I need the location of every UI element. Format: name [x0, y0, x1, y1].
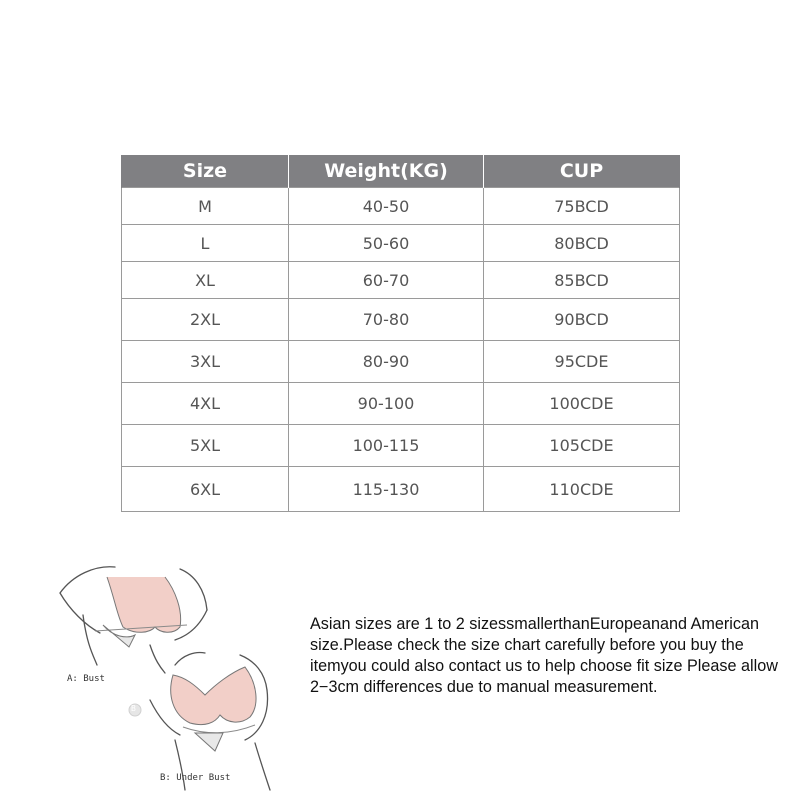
cell-cup: 90BCD	[484, 299, 680, 341]
table-row	[122, 425, 680, 467]
table-row	[122, 299, 680, 341]
table-row	[122, 383, 680, 425]
size-note-text: Asian sizes are 1 to 2 sizessmallerthanEuropeanand American size.Please check the size chart carefully before you buy the itemyou could also contact us to help choose fit size Please allow 2−3cm differences due to manual measurement.	[310, 615, 778, 696]
cell-weight: 70-80	[289, 299, 484, 341]
cell-size: 3XL	[122, 341, 289, 383]
cell-cup: 95CDE	[484, 341, 680, 383]
cell-size: L	[122, 225, 289, 262]
cell-weight: 40-50	[289, 188, 484, 225]
table-row	[122, 341, 680, 383]
label-bust: A: Bust	[67, 674, 105, 684]
cell-weight: 100-115	[289, 425, 484, 467]
cell-size: 6XL	[122, 467, 289, 512]
table-header-row	[122, 155, 680, 188]
cell-weight: 90-100	[289, 383, 484, 425]
cell-weight: 60-70	[289, 262, 484, 299]
cell-cup: 105CDE	[484, 425, 680, 467]
header-cup: CUP	[484, 155, 680, 188]
cell-cup: 85BCD	[484, 262, 680, 299]
cell-size: 2XL	[122, 299, 289, 341]
cell-weight: 115-130	[289, 467, 484, 512]
cell-cup: 75BCD	[484, 188, 680, 225]
marker-b: B	[131, 704, 136, 713]
table-row	[122, 262, 680, 299]
cell-cup: 100CDE	[484, 383, 680, 425]
cell-size: XL	[122, 262, 289, 299]
cell-size: 4XL	[122, 383, 289, 425]
cell-cup: 80BCD	[484, 225, 680, 262]
measurement-illustration	[55, 555, 295, 795]
cell-size: 5XL	[122, 425, 289, 467]
cell-size: M	[122, 188, 289, 225]
size-chart-table	[121, 155, 680, 512]
cell-weight: 80-90	[289, 341, 484, 383]
table-row	[122, 188, 680, 225]
header-weight: Weight(KG)	[289, 155, 484, 188]
table-row	[122, 225, 680, 262]
table-row	[122, 467, 680, 512]
label-under-bust: B: Under Bust	[160, 773, 231, 783]
cell-weight: 50-60	[289, 225, 484, 262]
cell-cup: 110CDE	[484, 467, 680, 512]
header-size: Size	[122, 155, 289, 188]
